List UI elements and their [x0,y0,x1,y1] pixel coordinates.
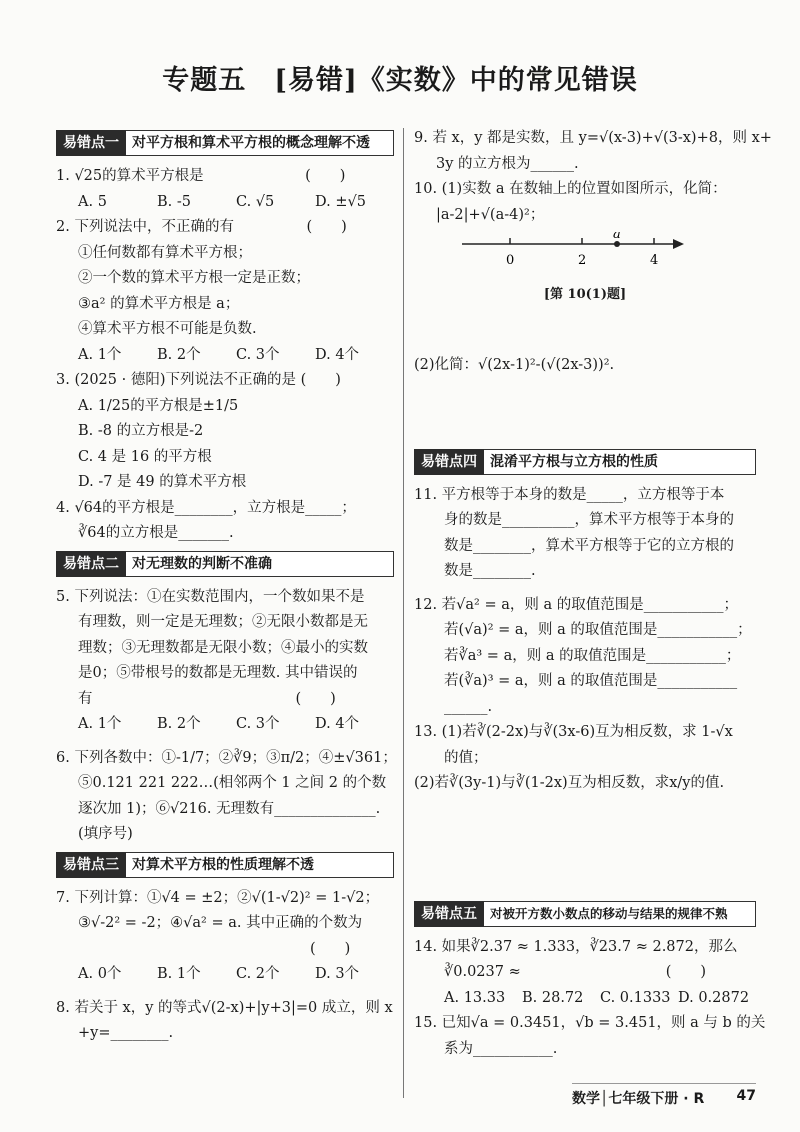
section-tag: 易错点五 [414,901,484,927]
question-line: 7. 下列计算：①√4 = ±2；②√(1-√2)² = 1-√2； [56,889,380,906]
option-d: D. -7 是 49 的算术平方根 [78,474,247,490]
question-line: ( ) [78,940,351,957]
section-5-header [414,901,756,927]
statement: ④算术平方根不可能是负数. [78,321,257,337]
question-13 [414,720,756,797]
question-1 [56,164,394,215]
statement: ②一个数的算术平方根一定是正数； [78,270,310,286]
question-line: 12. 若√a² = a，则 a 的取值范围是___________； [414,596,738,613]
option-a: A. 1个 [78,716,122,732]
question-line: 14. 如果∛2.37 ≈ 1.333，∛23.7 ≈ 2.872，那么 [414,938,738,955]
options [56,962,394,988]
option-d: D. 3个 [315,966,360,982]
question-stem: 2. 下列说法中，不正确的有 ( ) [56,219,347,235]
column-divider [403,128,404,1098]
page-footer [572,1083,756,1108]
question-15 [414,1011,766,1062]
option-d: D. 4个 [315,346,360,363]
question-line: 11. 平方根等于本身的数是_____，立方根等于本 [414,486,725,503]
section-tag: 易错点二 [56,551,126,577]
option-c: C. √5 [236,193,275,210]
option-c: C. 2个 [236,966,280,982]
question-line: 15. 已知√a = 0.3451，√b = 3.451，则 a 与 b 的关 [414,1015,766,1031]
question-line: |a-2|+√(a-4)²； [436,206,545,223]
page-number: 47 [736,1088,756,1104]
tick-label: 2 [578,253,587,268]
question-line: ∛64的立方根是_______. [78,525,234,541]
question-7 [56,886,394,988]
section-title: 混淆平方根与立方根的性质 [484,449,756,475]
question-8 [56,996,394,1047]
question-line: 数是________，算术平方根等于它的立方根的 [444,537,734,554]
page-title: 专题五 [易错]《实数》中的常见错误 [162,65,638,96]
option-c: C. 0.1333 [600,989,671,1006]
section-4-header [414,449,756,475]
number-line [454,232,694,272]
option-b: B. -8 的立方根是-2 [78,423,204,439]
statement: ③a² 的算术平方根是 a； [78,295,240,312]
figure-caption: [第 10(1)题] [543,286,627,302]
tick-label: 4 [650,253,659,268]
question-4 [56,496,394,547]
question-line: ∛0.0237 ≈ ( ) [444,964,707,980]
section-title: 对被开方数小数点的移动与结果的规律不熟 [484,901,756,927]
options [56,190,394,216]
options [56,712,394,738]
section-title: 对算术平方根的性质理解不透 [126,852,394,878]
question-12 [414,593,756,721]
question-10 [414,177,756,379]
section-tag: 易错点三 [56,852,126,878]
question-line: 若(√a)² = a，则 a 的取值范围是___________； [444,622,752,638]
question-line: 有 ( ) [78,690,336,707]
question-stem: 1. √25的算术平方根是 ( ) [56,168,346,184]
question-line: 4. √64的平方根是________，立方根是_____； [56,499,356,516]
book-label: 数学│七年级下册 · R [572,1091,705,1107]
question-line: 5. 下列说法：①在实数范围内，一个数如果不是 [56,588,365,605]
question-line: 有理数，则一定是无理数；②无限小数都是无 [78,614,368,630]
question-9 [414,126,772,177]
question-2 [56,215,394,368]
question-stem: 3. (2025 · 德阳)下列说法不正确的是 ( ) [56,372,341,388]
question-line: (2)化简：√(2x-1)²-(√(2x-3))². [414,357,615,373]
option-b: B. 2个 [157,346,201,363]
question-line: ______. [444,698,493,715]
question-line: 10. (1)实数 a 在数轴上的位置如图所示，化简： [414,181,727,197]
number-line-figure [454,232,756,307]
question-3 [56,368,394,496]
question-line: (填序号) [78,826,133,842]
option-c: C. 3个 [236,716,280,732]
option-c: C. 4 是 16 的平方根 [78,448,212,465]
question-line: 数是________. [444,563,536,579]
option-d: D. 4个 [315,716,360,732]
options [56,343,394,369]
option-b: B. 1个 [157,966,201,982]
right-column [414,126,772,1062]
tick-label: 0 [506,253,515,268]
section-2-header [56,551,394,577]
question-6 [56,746,397,848]
question-line: 若(∛a)³ = a，则 a 的取值范围是___________ [444,673,738,689]
section-tag: 易错点四 [414,449,484,475]
question-14 [414,935,756,1012]
question-line: 13. (1)若∛(2-2x)与∛(3x-6)互为相反数，求 1-√x [414,724,733,740]
question-line: 的值； [444,749,488,766]
option-a: A. 5 [78,193,107,210]
option-b: B. 2个 [157,716,201,732]
question-line: +y=________. [78,1025,174,1041]
question-line: ⑤0.121 221 222…(相邻两个 1 之间 2 的个数 [78,775,387,791]
question-line: 3y 的立方根为______. [436,155,579,172]
option-d: D. ±√5 [315,193,366,210]
statement: ①任何数都有算术平方根； [78,244,252,261]
option-a: A. 1个 [78,346,122,363]
question-line: 8. 若关于 x，y 的等式√(2-x)+|y+3|=0 成立，则 x [56,999,393,1016]
option-c: C. 3个 [236,346,280,363]
question-line: 身的数是__________，算术平方根等于本身的 [444,512,734,528]
question-line: (2)若∛(3y-1)与∛(1-2x)互为相反数，求x/y的值. [414,775,725,791]
question-line: ③√-2² = -2；④√a² = a. 其中正确的个数为 [78,915,363,931]
question-5 [56,585,394,738]
option-b: B. 28.72 [522,989,584,1006]
question-line: 9. 若 x，y 都是实数，且 y=√(x-3)+√(3-x)+8，则 x+ [414,130,772,146]
left-column [56,126,397,1047]
section-3-header [56,852,394,878]
section-title: 对平方根和算术平方根的概念理解不透 [126,130,394,156]
point-label: a [613,232,621,242]
option-a: A. 13.33 [444,989,506,1006]
question-line: 系为___________. [444,1040,558,1057]
question-line: 理数；③无理数都是无限小数；④最小的实数 [78,639,368,656]
option-b: B. -5 [157,193,191,210]
section-1-header [56,130,394,156]
question-11 [414,483,756,585]
option-d: D. 0.2872 [678,989,750,1006]
question-line: 是0；⑤带根号的数都是无理数. 其中错误的 [78,665,358,681]
section-title: 对无理数的判断不准确 [126,551,394,577]
question-line: 若∛a³ = a，则 a 的取值范围是___________； [444,647,741,664]
option-a: A. 1/25的平方根是±1/5 [78,397,239,414]
section-tag: 易错点一 [56,130,126,156]
option-a: A. 0个 [78,966,122,982]
question-line: 逐次加 1)；⑥√216. 无理数有______________. [78,800,381,817]
question-line: 6. 下列各数中：①-1/7；②∛9；③π/2；④±√361； [56,749,397,766]
options [414,986,756,1012]
